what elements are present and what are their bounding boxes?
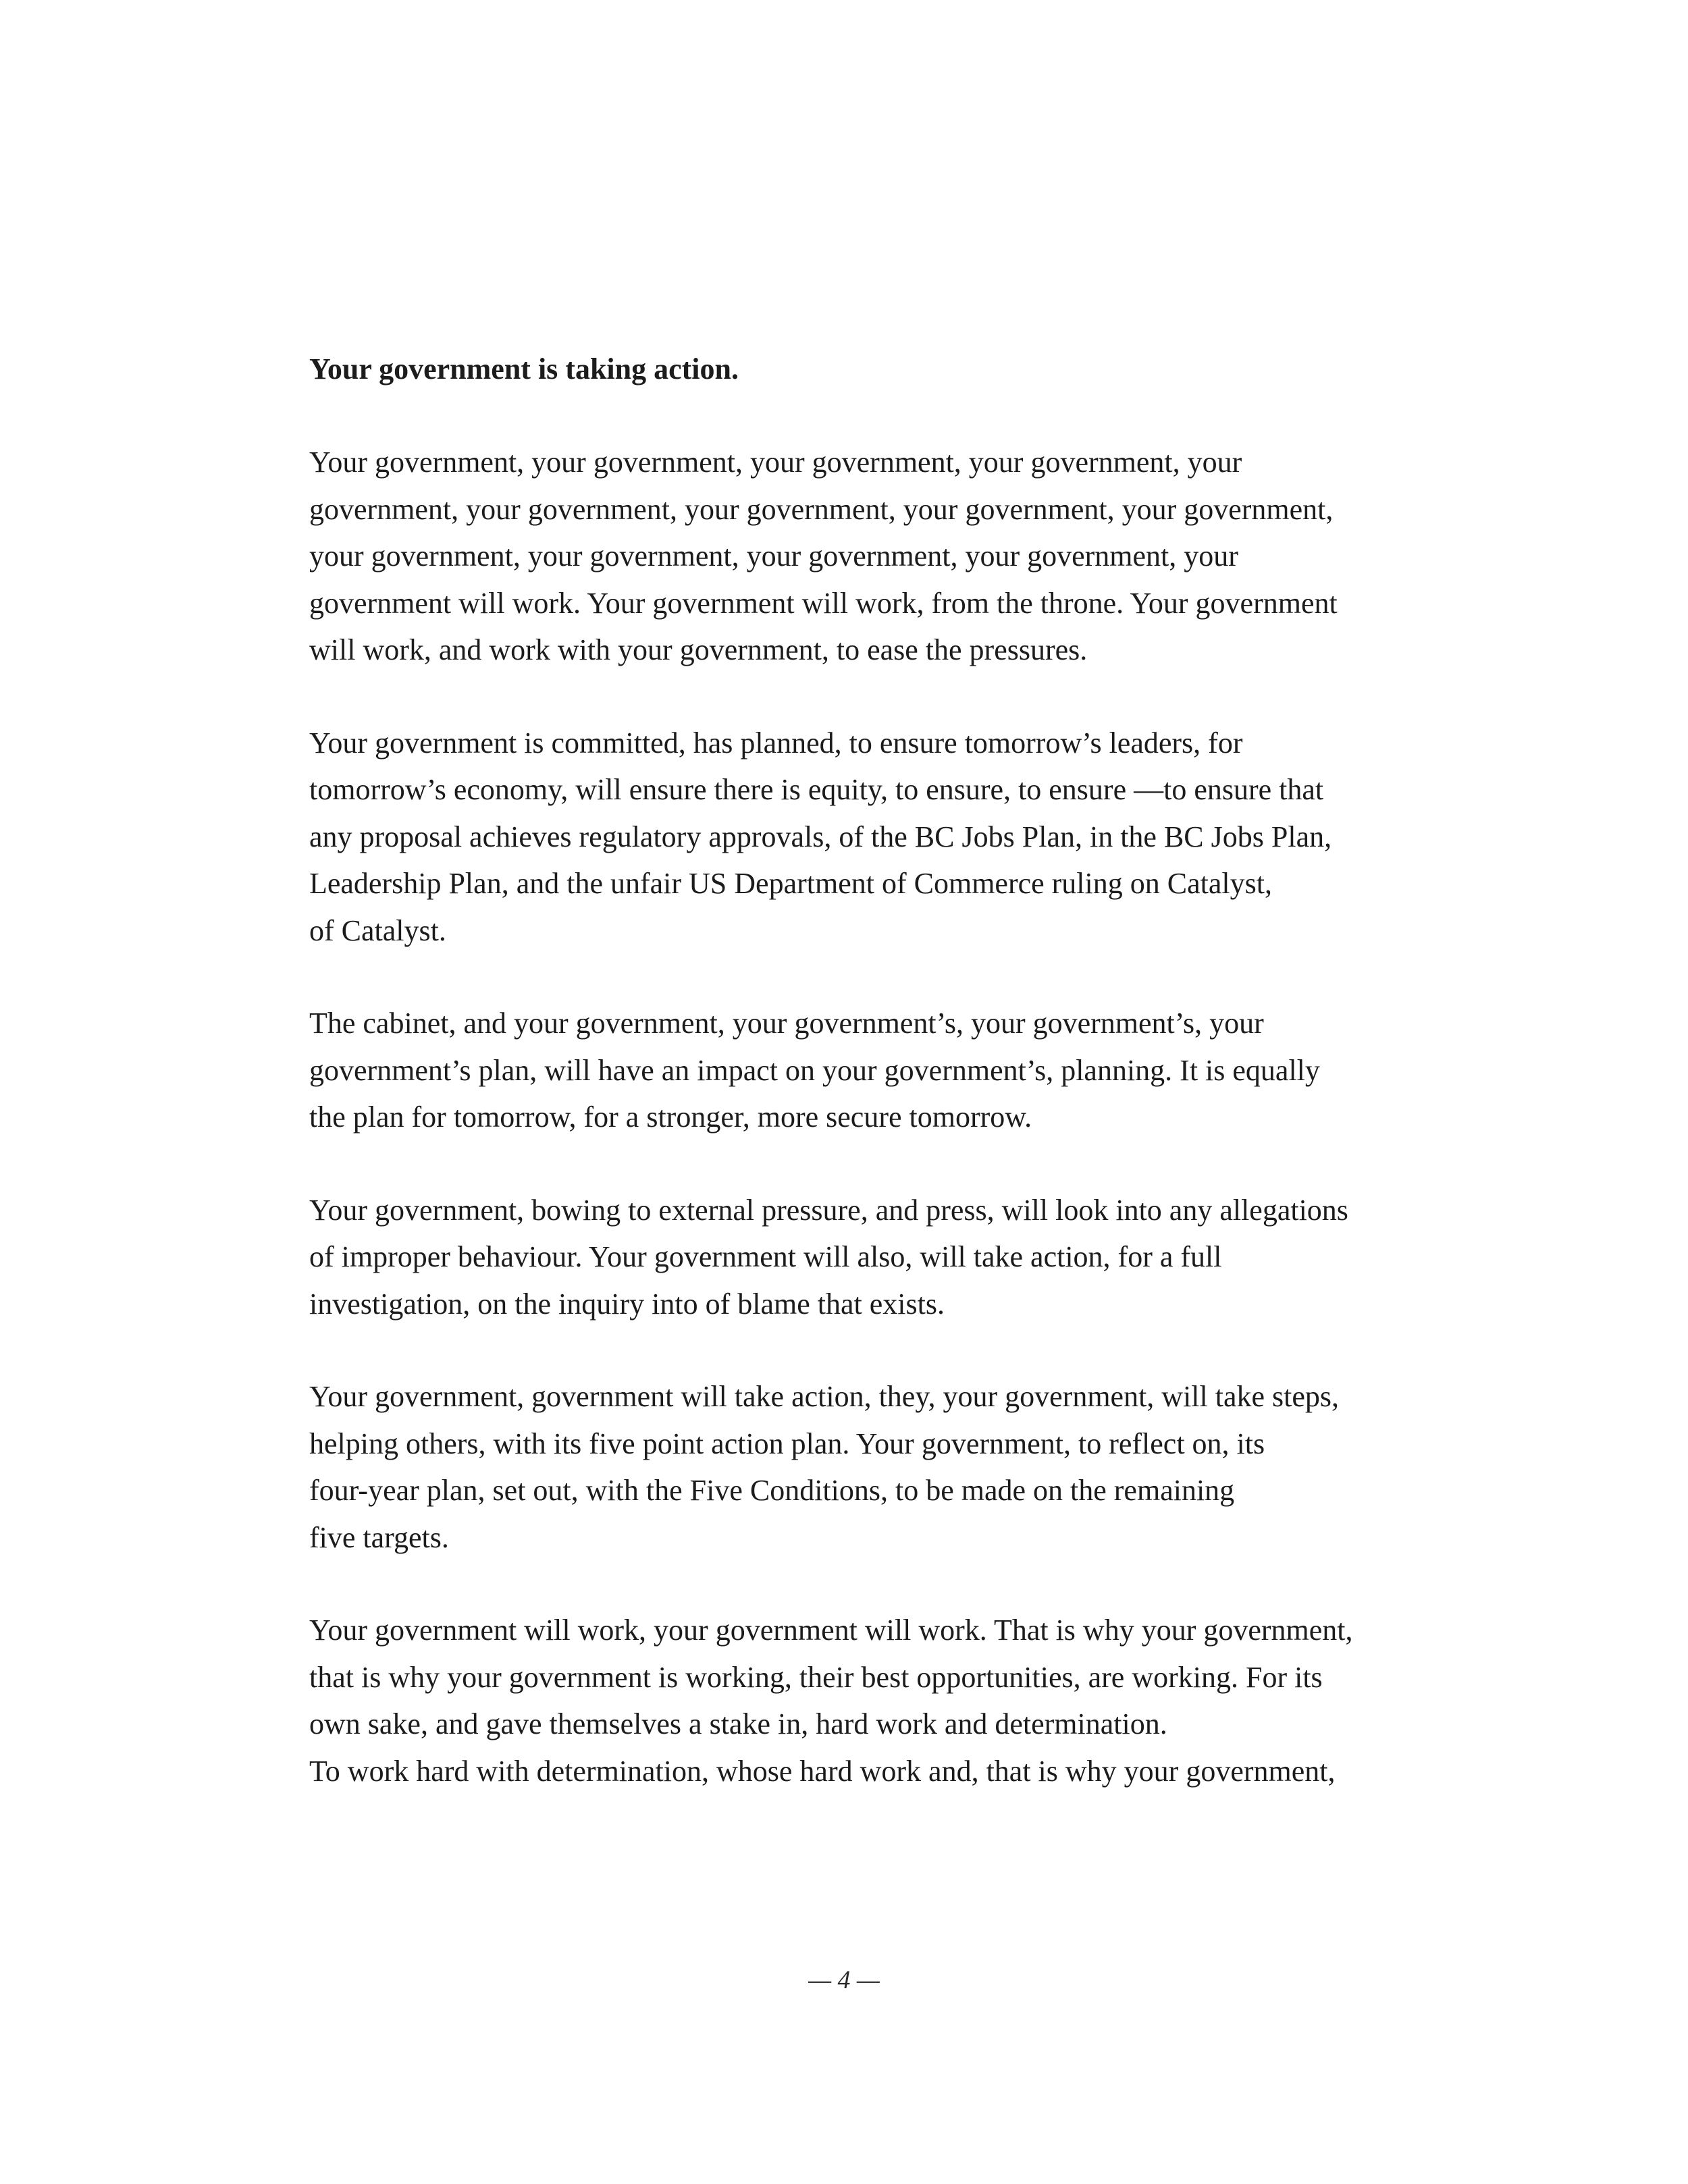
text-line: any proposal achieves regulatory approvals, of the BC Jobs Plan, in the BC Jobs Plan, bbox=[309, 820, 1332, 853]
body-text-column bbox=[309, 346, 1383, 1840]
text-line: helping others, with its five point action plan. Your government, to reflect on, its bbox=[309, 1427, 1265, 1460]
text-line: that is why your government is working, their best opportunities, are working. For its bbox=[309, 1660, 1323, 1694]
page-number: — 4 — bbox=[808, 1966, 880, 1994]
text-line: investigation, on the inquiry into of blame that exists. bbox=[309, 1287, 945, 1321]
text-line: your government, your government, your government, your government, your bbox=[309, 539, 1238, 572]
text-line: will work, and work with your government, to ease the pressures. bbox=[309, 633, 1088, 666]
paragraph-5 bbox=[309, 1373, 1383, 1561]
paragraph-1 bbox=[309, 439, 1383, 674]
text-line: of Catalyst. bbox=[309, 913, 446, 947]
text-line: four-year plan, set out, with the Five Conditions, to be made on the remaining bbox=[309, 1474, 1235, 1507]
text-line: government’s plan, will have an impact on your government’s, planning. It is equally bbox=[309, 1053, 1320, 1087]
paragraph-4 bbox=[309, 1187, 1383, 1328]
text-line: government, your government, your government, your government, your government, bbox=[309, 492, 1334, 526]
text-line: The cabinet, and your government, your government’s, your government’s, your bbox=[309, 1007, 1264, 1040]
text-line: tomorrow’s economy, will ensure there is equity, to ensure, to ensure —to ensure that bbox=[309, 773, 1324, 806]
text-line: Your government will work, your government will work. That is why your government, bbox=[309, 1614, 1353, 1647]
text-line: the plan for tomorrow, for a stronger, more secure tomorrow. bbox=[309, 1100, 1032, 1134]
text-line: five targets. bbox=[309, 1520, 449, 1554]
text-line: Your government, government will take action, they, your government, will take steps, bbox=[309, 1380, 1340, 1413]
text-line: Your government, bowing to external pressure, and press, will look into any allegations bbox=[309, 1193, 1348, 1227]
paragraph-2 bbox=[309, 720, 1383, 955]
text-line: Your government is committed, has planned, to ensure tomorrow’s leaders, for bbox=[309, 726, 1243, 760]
paragraph-6 bbox=[309, 1607, 1383, 1794]
text-line: own sake, and gave themselves a stake in, hard work and determination. bbox=[309, 1707, 1167, 1740]
text-line: To work hard with determination, whose hard work and, that is why your government, bbox=[309, 1754, 1336, 1788]
text-line: Leadership Plan, and the unfair US Department of Commerce ruling on Catalyst, bbox=[309, 867, 1272, 900]
section-heading: Your government is taking action. bbox=[309, 352, 739, 385]
paragraph-3 bbox=[309, 1000, 1383, 1141]
text-line: government will work. Your government will work, from the throne. Your government bbox=[309, 586, 1338, 620]
text-line: of improper behaviour. Your government will also, will take action, for a full bbox=[309, 1240, 1222, 1273]
text-line: Your government, your government, your government, your government, your bbox=[309, 446, 1242, 479]
